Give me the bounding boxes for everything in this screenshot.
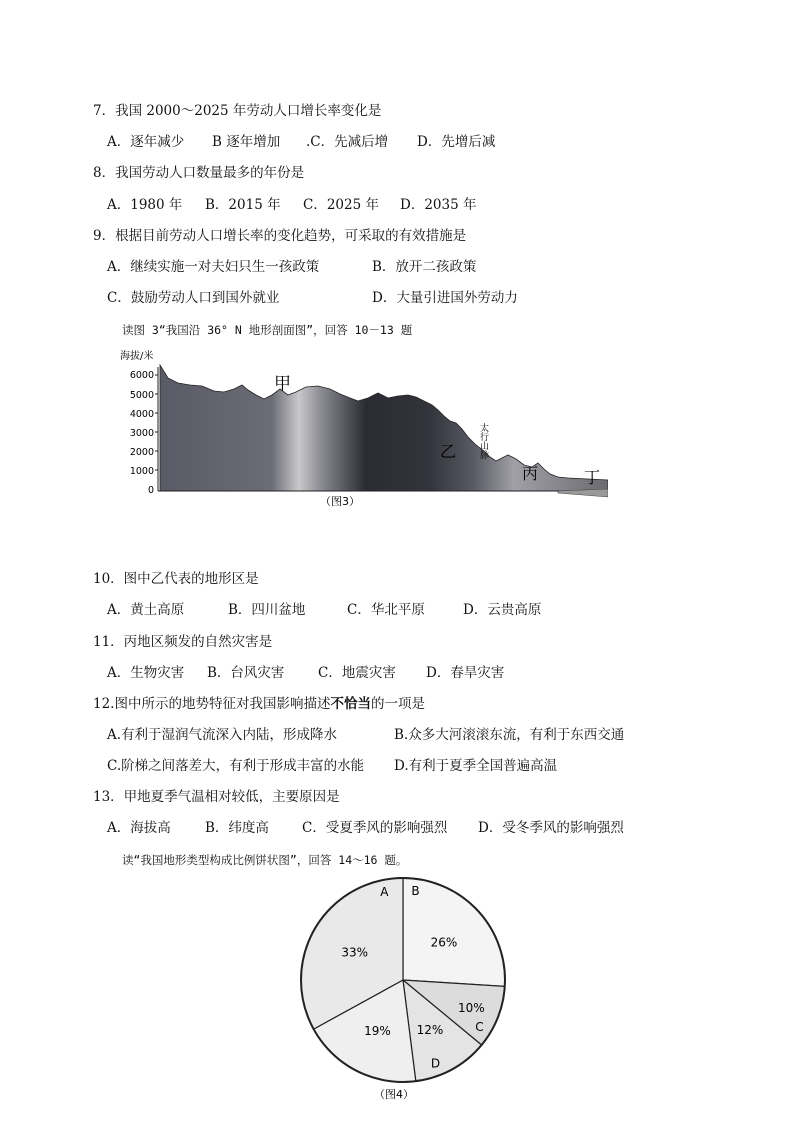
q10-option-d: D．云贵高原 — [463, 602, 542, 618]
q8-option-b: B．2015 年 — [205, 197, 281, 213]
q9-stem: 9．根据目前劳动人口增长率的变化趋势，可采取的有效措施是 — [93, 228, 467, 244]
q7-option-d: D．先增后减 — [417, 134, 496, 150]
q12-stem — [93, 695, 425, 713]
pie-category-label-B: B — [411, 884, 420, 899]
label-bing: 丙 — [522, 464, 539, 483]
pie-value-label-C: 10% — [457, 1001, 485, 1015]
label-jia: 甲 — [274, 374, 291, 394]
q13-option-b: B．纬度高 — [205, 820, 269, 836]
q12-option-b: B.众多大河滚滚东流，有利于东西交通 — [394, 727, 625, 743]
label-yi: 乙 — [440, 442, 457, 461]
pie-value-label-unlabeled: 19% — [364, 1024, 391, 1038]
q7-option-c: .C．先减后增 — [306, 134, 389, 150]
y-tick-3000: 3000 — [129, 428, 154, 439]
q11-option-b: B．台风灾害 — [207, 665, 285, 681]
q7-stem: 7．我国 2000～2025 年劳动人口增长率变化是 — [93, 103, 382, 119]
y-tick-4000: 4000 — [129, 409, 154, 420]
terrain-profile-figure — [118, 345, 608, 510]
q11-option-a: A．生物灾害 — [107, 665, 185, 681]
q12-option-d: D.有利于夏季全国普遍高温 — [394, 758, 558, 774]
figure3-caption: （图3） — [320, 495, 360, 508]
y-tick-1000: 1000 — [129, 466, 154, 477]
q9-option-a: A．继续实施一对夫妇只生一孩政策 — [107, 259, 320, 275]
q13-option-a: A．海拔高 — [107, 820, 171, 836]
q10-option-c: C．华北平原 — [347, 602, 425, 618]
q12-stem-pre: 12.图中所示的地势特征对我国影响描述 — [93, 696, 331, 712]
figure4-intro: 读“我国地形类型构成比例饼状图”，回答 14～16 题。 — [122, 853, 408, 867]
figure3-intro: 读图 3“我国沿 36° N 地形剖面图”，回答 10－13 题 — [122, 323, 413, 337]
pie-category-label-C: C — [475, 1020, 484, 1034]
q13-option-c: C．受夏季风的影响强烈 — [302, 820, 448, 836]
q12-option-a: A.有利于湿润气流深入内陆，形成降水 — [107, 727, 338, 743]
q9-option-b: B．放开二孩政策 — [372, 259, 477, 275]
q8-option-a: A．1980 年 — [107, 197, 183, 213]
q10-stem: 10．图中乙代表的地形区是 — [93, 571, 259, 587]
pie-value-label-B: 26% — [430, 935, 458, 950]
q10-option-b: B．四川盆地 — [228, 602, 306, 618]
y-tick-0: 0 — [147, 485, 154, 496]
q12-stem-emphasis: 不恰当 — [330, 696, 371, 712]
q9-option-c: C．鼓励劳动人口到国外就业 — [107, 290, 280, 306]
q8-option-d: D．2035 年 — [400, 197, 477, 213]
q12-option-c: C.阶梯之间落差大，有利于形成丰富的水能 — [107, 758, 365, 774]
q13-option-d: D．受冬季风的影响强烈 — [478, 820, 624, 836]
figure4-caption: （图4） — [374, 1088, 414, 1101]
q7-option-b: B 逐年增加 — [212, 134, 281, 150]
y-tick-2000: 2000 — [129, 447, 154, 458]
q11-stem: 11．丙地区频发的自然灾害是 — [93, 634, 273, 650]
y-axis-label: 海拔/米 — [120, 351, 154, 362]
pie-category-label-A: A — [380, 885, 389, 900]
y-tick-6000: 6000 — [129, 370, 154, 381]
pie-category-label-D: D — [430, 1056, 441, 1071]
label-taihang: 太行山脉 — [478, 423, 488, 459]
terrain-profile-area — [160, 365, 608, 491]
pie-value-label-A: 33% — [341, 945, 369, 960]
q12-stem-post: 的一项是 — [370, 696, 425, 712]
label-ding: 丁 — [584, 468, 601, 487]
q11-option-c: C．地震灾害 — [318, 665, 396, 681]
pie-value-label-D: 12% — [416, 1023, 444, 1038]
y-tick-5000: 5000 — [129, 390, 154, 401]
q7-option-a: A．逐年减少 — [107, 134, 185, 150]
q11-option-d: D．春旱灾害 — [426, 665, 505, 681]
q8-stem: 8．我国劳动人口数量最多的年份是 — [93, 165, 305, 181]
terrain-pie-chart — [296, 876, 510, 1106]
q8-option-c: C．2025 年 — [303, 197, 379, 213]
q13-stem: 13．甲地夏季气温相对较低，主要原因是 — [93, 789, 340, 805]
q10-option-a: A．黄土高原 — [107, 602, 185, 618]
q9-option-d: D．大量引进国外劳动力 — [372, 290, 518, 306]
